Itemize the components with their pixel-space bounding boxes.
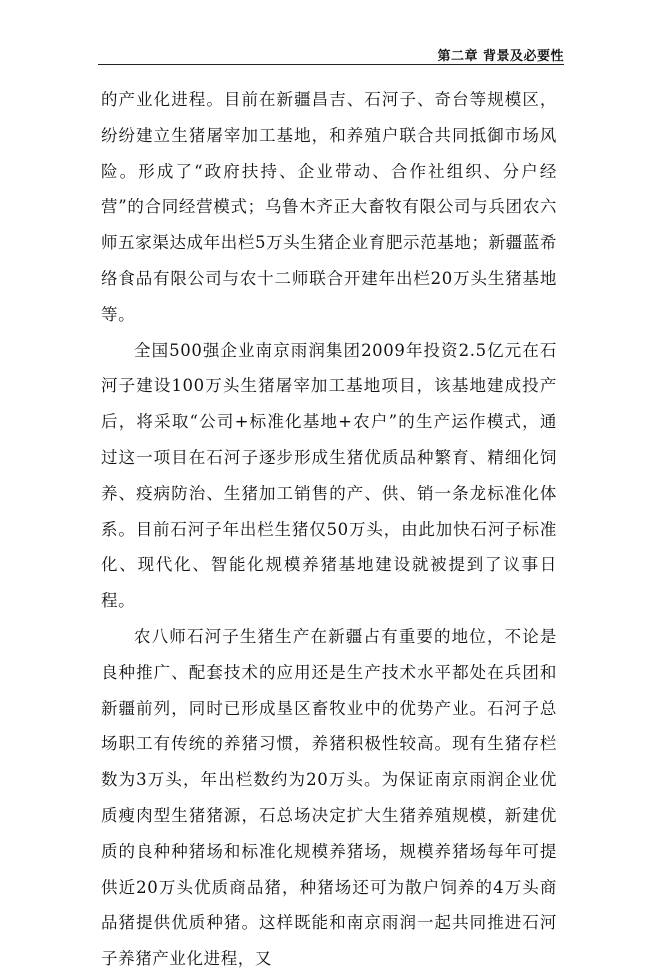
chapter-header: 第二章 背景及必要性 [437, 49, 564, 64]
document-body [101, 82, 557, 977]
paragraph-continuation: 的产业化进程。目前在新疆昌吉、石河子、奇台等规模区，纷纷建立生猪屠宰加工基地，和养殖户联合共同抵御市场风险。形成了“政府扶持、企业带动、合作社组织、分户经营”的合同经营模式；乌鲁木齐正大畜牧有限公司与兵团农六师五家渠达成年出栏5万头生猪企业育肥示范基地；新疆蓝希络食品有限公司与农十二师联合开建年出栏20万头生猪基地等。 [101, 90, 557, 324]
paragraph-yurun-investment: 全国500强企业南京雨润集团2009年投资2.5亿元在石河子建设100万头生猪屠宰加工基地项目，该基地建成投产后，将采取“公司+标准化基地+农户”的生产运作模式，通过这一项目在石河子逐步形成生猪优质品种繁育、精细化饲养、疫病防治、生猪加工销售的产、供、销一条龙标准化体系。目前石河子年出栏生猪仅50万头，由此加快石河子标准化、现代化、智能化规模养猪基地建设就被提到了议事日程。 [101, 340, 557, 611]
header-rule [98, 64, 564, 65]
paragraph-shihezi-production: 农八师石河子生猪生产在新疆占有重要的地位，不论是良种推广、配套技术的应用还是生产技术水平都处在兵团和新疆前列，同时已形成垦区畜牧业中的优势产业。石河子总场职工有传统的养猪习惯，养猪积极性较高。现有生猪存栏数为3万头，年出栏数约为20万头。为保证南京雨润企业优质瘦肉型生猪猪源，石总场决定扩大生猪养殖规模，新建优质的良种种猪场和标准化规模养猪场，规模养猪场每年可提供近20万头优质商品猪，种猪场还可为散户饲养的4万头商品猪提供优质种猪。这样既能和南京雨润一起共同推进石河子养猪产业化进程，又 [101, 626, 557, 969]
